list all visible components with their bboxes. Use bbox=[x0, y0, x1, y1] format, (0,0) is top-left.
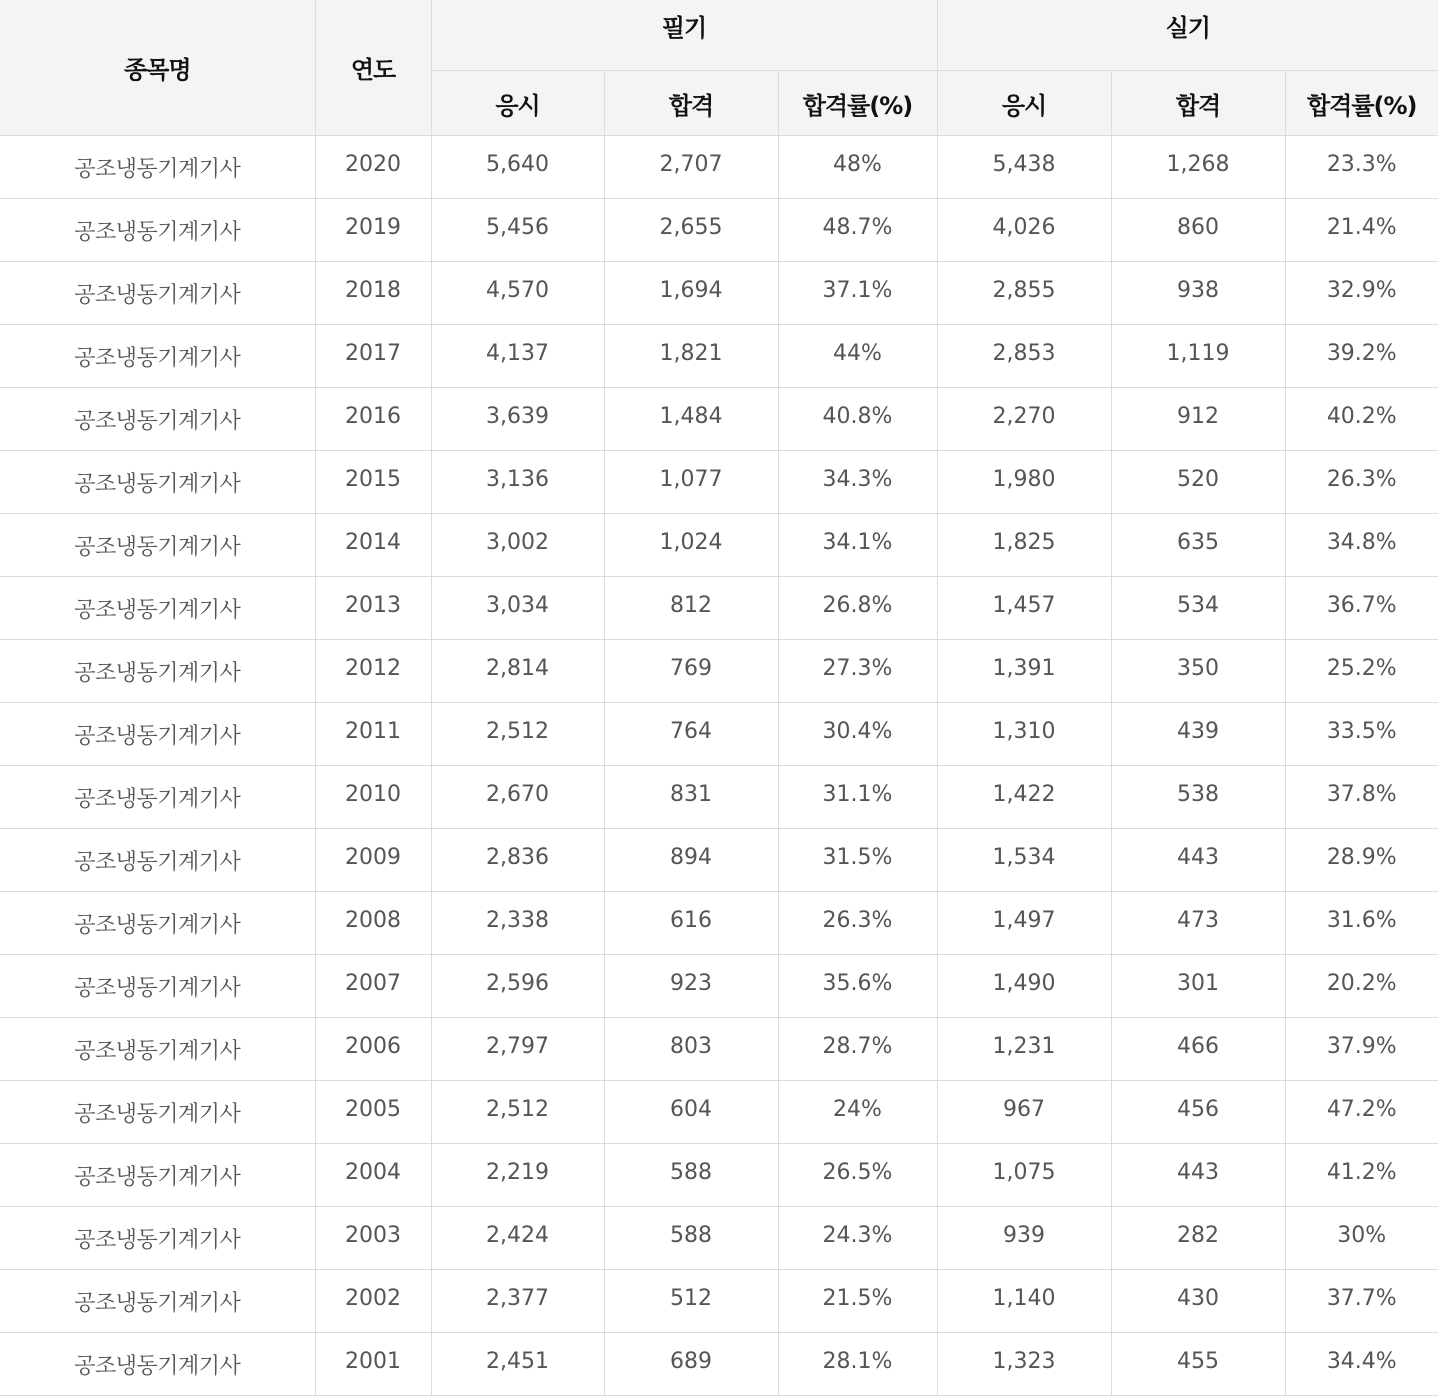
header-written-rate: 합격률(%) bbox=[778, 71, 937, 136]
cell-practical-rate: 36.7% bbox=[1285, 577, 1438, 640]
cell-name: 공조냉동기계기사 bbox=[0, 1333, 315, 1396]
cell-practical-rate: 34.8% bbox=[1285, 514, 1438, 577]
header-practical-applied: 응시 bbox=[937, 71, 1111, 136]
table-row bbox=[0, 325, 1438, 388]
cell-practical-applied: 967 bbox=[937, 1081, 1111, 1144]
cell-practical-applied: 1,140 bbox=[937, 1270, 1111, 1333]
cell-written-applied: 2,512 bbox=[431, 703, 604, 766]
cell-practical-passed: 443 bbox=[1111, 1144, 1285, 1207]
cell-written-rate: 31.5% bbox=[778, 829, 937, 892]
cell-written-passed: 1,694 bbox=[604, 262, 778, 325]
cell-practical-passed: 466 bbox=[1111, 1018, 1285, 1081]
cell-practical-applied: 4,026 bbox=[937, 199, 1111, 262]
cell-practical-applied: 1,980 bbox=[937, 451, 1111, 514]
cell-practical-applied: 939 bbox=[937, 1207, 1111, 1270]
table-row bbox=[0, 1144, 1438, 1207]
cell-written-applied: 3,639 bbox=[431, 388, 604, 451]
cell-written-rate: 26.8% bbox=[778, 577, 937, 640]
header-year: 연도 bbox=[315, 0, 431, 136]
table-row bbox=[0, 577, 1438, 640]
table-row bbox=[0, 955, 1438, 1018]
header-practical-group: 실기 bbox=[937, 0, 1438, 71]
cell-name: 공조냉동기계기사 bbox=[0, 199, 315, 262]
cell-name: 공조냉동기계기사 bbox=[0, 514, 315, 577]
table-row bbox=[0, 262, 1438, 325]
cell-written-applied: 4,570 bbox=[431, 262, 604, 325]
cell-year: 2017 bbox=[315, 325, 431, 388]
cell-year: 2014 bbox=[315, 514, 431, 577]
cell-written-applied: 2,836 bbox=[431, 829, 604, 892]
table-row bbox=[0, 514, 1438, 577]
cell-written-rate: 27.3% bbox=[778, 640, 937, 703]
cell-name: 공조냉동기계기사 bbox=[0, 451, 315, 514]
table-row bbox=[0, 1333, 1438, 1396]
cell-year: 2020 bbox=[315, 136, 431, 199]
cell-practical-rate: 37.7% bbox=[1285, 1270, 1438, 1333]
cell-year: 2013 bbox=[315, 577, 431, 640]
cell-practical-applied: 1,457 bbox=[937, 577, 1111, 640]
cell-written-passed: 588 bbox=[604, 1207, 778, 1270]
cell-practical-passed: 1,119 bbox=[1111, 325, 1285, 388]
table-row bbox=[0, 892, 1438, 955]
cell-practical-passed: 912 bbox=[1111, 388, 1285, 451]
cell-practical-rate: 26.3% bbox=[1285, 451, 1438, 514]
cell-practical-applied: 2,855 bbox=[937, 262, 1111, 325]
cell-practical-passed: 455 bbox=[1111, 1333, 1285, 1396]
cell-practical-applied: 1,391 bbox=[937, 640, 1111, 703]
cell-written-rate: 26.3% bbox=[778, 892, 937, 955]
cell-name: 공조냉동기계기사 bbox=[0, 1018, 315, 1081]
table-row bbox=[0, 1270, 1438, 1333]
cell-written-applied: 2,670 bbox=[431, 766, 604, 829]
cell-written-applied: 5,456 bbox=[431, 199, 604, 262]
cell-written-passed: 894 bbox=[604, 829, 778, 892]
cell-name: 공조냉동기계기사 bbox=[0, 1081, 315, 1144]
cell-practical-applied: 1,075 bbox=[937, 1144, 1111, 1207]
cell-practical-passed: 534 bbox=[1111, 577, 1285, 640]
cell-year: 2016 bbox=[315, 388, 431, 451]
cell-written-rate: 21.5% bbox=[778, 1270, 937, 1333]
cell-written-passed: 812 bbox=[604, 577, 778, 640]
cell-written-passed: 1,484 bbox=[604, 388, 778, 451]
cell-practical-passed: 350 bbox=[1111, 640, 1285, 703]
cell-written-passed: 831 bbox=[604, 766, 778, 829]
header-written-applied: 응시 bbox=[431, 71, 604, 136]
cell-written-rate: 34.3% bbox=[778, 451, 937, 514]
cell-written-rate: 31.1% bbox=[778, 766, 937, 829]
table-row bbox=[0, 1018, 1438, 1081]
cell-written-rate: 26.5% bbox=[778, 1144, 937, 1207]
cell-name: 공조냉동기계기사 bbox=[0, 703, 315, 766]
cell-practical-passed: 282 bbox=[1111, 1207, 1285, 1270]
cell-practical-applied: 1,497 bbox=[937, 892, 1111, 955]
cell-year: 2012 bbox=[315, 640, 431, 703]
cell-written-passed: 689 bbox=[604, 1333, 778, 1396]
cell-name: 공조냉동기계기사 bbox=[0, 766, 315, 829]
cell-practical-passed: 938 bbox=[1111, 262, 1285, 325]
cell-practical-passed: 430 bbox=[1111, 1270, 1285, 1333]
cell-practical-rate: 30% bbox=[1285, 1207, 1438, 1270]
cell-written-rate: 28.7% bbox=[778, 1018, 937, 1081]
cell-practical-rate: 34.4% bbox=[1285, 1333, 1438, 1396]
header-written-group: 필기 bbox=[431, 0, 937, 71]
cell-written-rate: 24% bbox=[778, 1081, 937, 1144]
cell-practical-rate: 37.8% bbox=[1285, 766, 1438, 829]
cell-practical-applied: 1,534 bbox=[937, 829, 1111, 892]
table-row bbox=[0, 451, 1438, 514]
cell-practical-passed: 456 bbox=[1111, 1081, 1285, 1144]
cell-written-passed: 769 bbox=[604, 640, 778, 703]
cell-written-passed: 616 bbox=[604, 892, 778, 955]
table-row bbox=[0, 1081, 1438, 1144]
table-row bbox=[0, 1207, 1438, 1270]
cell-written-applied: 2,338 bbox=[431, 892, 604, 955]
header-row-top bbox=[0, 0, 1438, 71]
cell-practical-passed: 635 bbox=[1111, 514, 1285, 577]
cell-practical-rate: 25.2% bbox=[1285, 640, 1438, 703]
cell-name: 공조냉동기계기사 bbox=[0, 325, 315, 388]
cell-written-applied: 2,219 bbox=[431, 1144, 604, 1207]
header-practical-passed: 합격 bbox=[1111, 71, 1285, 136]
cell-practical-passed: 860 bbox=[1111, 199, 1285, 262]
cell-written-rate: 37.1% bbox=[778, 262, 937, 325]
cell-written-rate: 48.7% bbox=[778, 199, 937, 262]
cell-year: 2009 bbox=[315, 829, 431, 892]
cell-practical-rate: 31.6% bbox=[1285, 892, 1438, 955]
cell-written-applied: 3,002 bbox=[431, 514, 604, 577]
table-row bbox=[0, 766, 1438, 829]
cell-name: 공조냉동기계기사 bbox=[0, 829, 315, 892]
cell-written-rate: 40.8% bbox=[778, 388, 937, 451]
cell-written-rate: 48% bbox=[778, 136, 937, 199]
cell-written-rate: 30.4% bbox=[778, 703, 937, 766]
cell-practical-applied: 1,323 bbox=[937, 1333, 1111, 1396]
cell-name: 공조냉동기계기사 bbox=[0, 136, 315, 199]
cell-practical-rate: 40.2% bbox=[1285, 388, 1438, 451]
header-practical-rate: 합격률(%) bbox=[1285, 71, 1438, 136]
cell-written-applied: 4,137 bbox=[431, 325, 604, 388]
cell-practical-rate: 33.5% bbox=[1285, 703, 1438, 766]
cell-practical-passed: 1,268 bbox=[1111, 136, 1285, 199]
cell-written-passed: 803 bbox=[604, 1018, 778, 1081]
table-row bbox=[0, 829, 1438, 892]
table-row bbox=[0, 199, 1438, 262]
header-name: 종목명 bbox=[0, 0, 315, 136]
cell-year: 2015 bbox=[315, 451, 431, 514]
cell-written-applied: 2,814 bbox=[431, 640, 604, 703]
cell-name: 공조냉동기계기사 bbox=[0, 1207, 315, 1270]
cell-name: 공조냉동기계기사 bbox=[0, 640, 315, 703]
cell-practical-applied: 2,853 bbox=[937, 325, 1111, 388]
cell-name: 공조냉동기계기사 bbox=[0, 892, 315, 955]
cell-written-passed: 1,077 bbox=[604, 451, 778, 514]
cell-written-applied: 2,512 bbox=[431, 1081, 604, 1144]
table-row bbox=[0, 388, 1438, 451]
cell-name: 공조냉동기계기사 bbox=[0, 388, 315, 451]
cell-practical-passed: 520 bbox=[1111, 451, 1285, 514]
cell-practical-rate: 39.2% bbox=[1285, 325, 1438, 388]
cell-written-applied: 2,451 bbox=[431, 1333, 604, 1396]
cell-practical-applied: 2,270 bbox=[937, 388, 1111, 451]
cell-year: 2003 bbox=[315, 1207, 431, 1270]
cell-year: 2008 bbox=[315, 892, 431, 955]
cell-year: 2018 bbox=[315, 262, 431, 325]
cell-year: 2002 bbox=[315, 1270, 431, 1333]
cell-practical-rate: 21.4% bbox=[1285, 199, 1438, 262]
cell-written-applied: 2,424 bbox=[431, 1207, 604, 1270]
cell-written-passed: 2,655 bbox=[604, 199, 778, 262]
cell-written-passed: 2,707 bbox=[604, 136, 778, 199]
cell-written-passed: 588 bbox=[604, 1144, 778, 1207]
cell-written-passed: 923 bbox=[604, 955, 778, 1018]
cell-practical-rate: 47.2% bbox=[1285, 1081, 1438, 1144]
cell-written-applied: 3,034 bbox=[431, 577, 604, 640]
cell-year: 2019 bbox=[315, 199, 431, 262]
cell-written-passed: 604 bbox=[604, 1081, 778, 1144]
cell-year: 2001 bbox=[315, 1333, 431, 1396]
cell-year: 2010 bbox=[315, 766, 431, 829]
cell-practical-rate: 20.2% bbox=[1285, 955, 1438, 1018]
cell-written-passed: 1,024 bbox=[604, 514, 778, 577]
cell-name: 공조냉동기계기사 bbox=[0, 1270, 315, 1333]
cell-written-applied: 2,797 bbox=[431, 1018, 604, 1081]
cell-practical-applied: 1,231 bbox=[937, 1018, 1111, 1081]
cell-practical-applied: 1,310 bbox=[937, 703, 1111, 766]
cell-name: 공조냉동기계기사 bbox=[0, 1144, 315, 1207]
cell-name: 공조냉동기계기사 bbox=[0, 262, 315, 325]
table-header bbox=[0, 0, 1438, 136]
cell-practical-rate: 37.9% bbox=[1285, 1018, 1438, 1081]
cell-written-passed: 512 bbox=[604, 1270, 778, 1333]
cell-written-rate: 44% bbox=[778, 325, 937, 388]
cell-year: 2004 bbox=[315, 1144, 431, 1207]
cell-year: 2007 bbox=[315, 955, 431, 1018]
cell-practical-passed: 538 bbox=[1111, 766, 1285, 829]
cell-name: 공조냉동기계기사 bbox=[0, 577, 315, 640]
cell-practical-rate: 23.3% bbox=[1285, 136, 1438, 199]
cell-practical-applied: 5,438 bbox=[937, 136, 1111, 199]
table-row bbox=[0, 703, 1438, 766]
cell-written-applied: 5,640 bbox=[431, 136, 604, 199]
cell-written-applied: 3,136 bbox=[431, 451, 604, 514]
cell-year: 2011 bbox=[315, 703, 431, 766]
cell-written-passed: 1,821 bbox=[604, 325, 778, 388]
cell-written-applied: 2,596 bbox=[431, 955, 604, 1018]
cell-practical-rate: 28.9% bbox=[1285, 829, 1438, 892]
cell-practical-passed: 439 bbox=[1111, 703, 1285, 766]
table-row bbox=[0, 640, 1438, 703]
header-written-passed: 합격 bbox=[604, 71, 778, 136]
cell-written-rate: 28.1% bbox=[778, 1333, 937, 1396]
cell-name: 공조냉동기계기사 bbox=[0, 955, 315, 1018]
cell-practical-applied: 1,825 bbox=[937, 514, 1111, 577]
cell-practical-passed: 443 bbox=[1111, 829, 1285, 892]
cell-year: 2006 bbox=[315, 1018, 431, 1081]
cell-practical-applied: 1,422 bbox=[937, 766, 1111, 829]
cell-practical-rate: 41.2% bbox=[1285, 1144, 1438, 1207]
cell-practical-applied: 1,490 bbox=[937, 955, 1111, 1018]
cell-written-rate: 34.1% bbox=[778, 514, 937, 577]
cell-practical-passed: 473 bbox=[1111, 892, 1285, 955]
cell-year: 2005 bbox=[315, 1081, 431, 1144]
cell-written-applied: 2,377 bbox=[431, 1270, 604, 1333]
table-row bbox=[0, 136, 1438, 199]
table-body bbox=[0, 136, 1438, 1396]
cell-practical-passed: 301 bbox=[1111, 955, 1285, 1018]
cell-written-passed: 764 bbox=[604, 703, 778, 766]
cell-practical-rate: 32.9% bbox=[1285, 262, 1438, 325]
cell-written-rate: 24.3% bbox=[778, 1207, 937, 1270]
cell-written-rate: 35.6% bbox=[778, 955, 937, 1018]
